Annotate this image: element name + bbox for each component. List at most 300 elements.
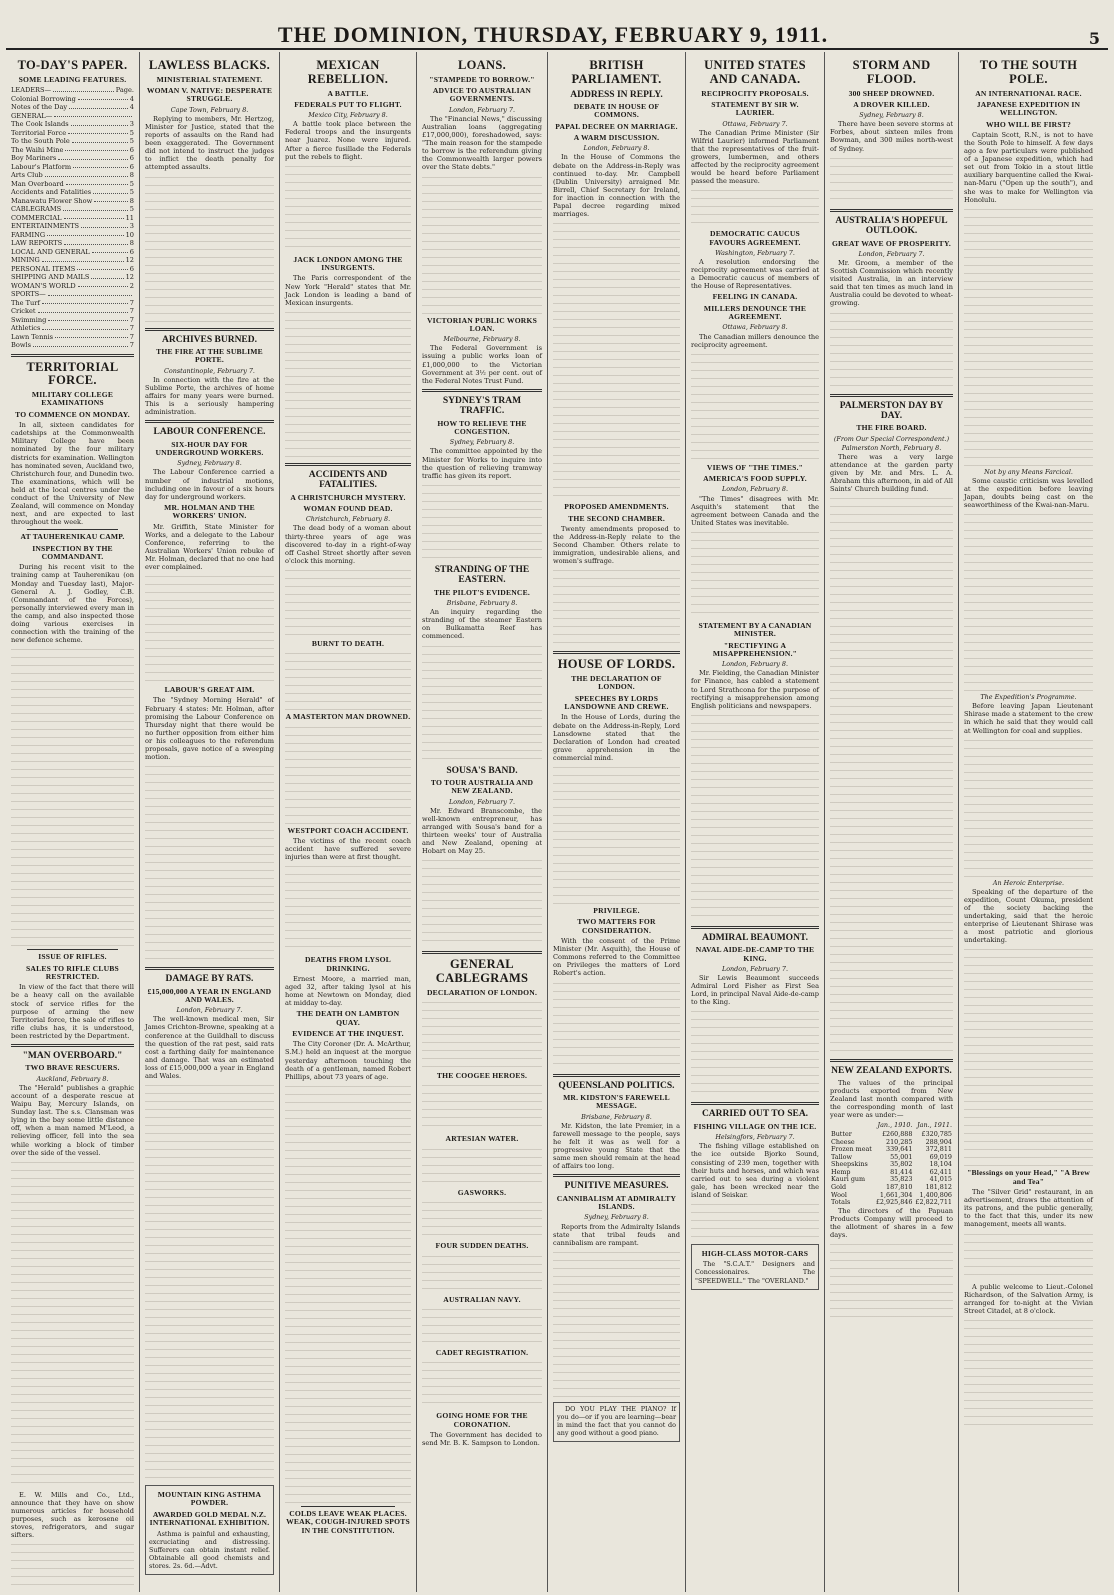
- lambton-text: The City Coroner (Dr. A. McArthur, S.M.) held an inquest at the morgue yesterday afternoon touching the death of a gentleman, named Robert Phillips, about 73 years of age.: [285, 1040, 411, 1081]
- carried-text: The fishing village established on the ice outside Bjorko Sound, consisting of 239 men, together with their huts and horses, and which was carried out to sea during a violent gale, has been wrecked near the island of Seiskar.: [691, 1142, 819, 1199]
- beaumont-sub: NAVAL AIDE-DE-CAMP TO THE KING.: [695, 945, 815, 963]
- lawless-sub2: WOMAN V. NATIVE: DESPERATE STRUGGLE.: [146, 86, 273, 104]
- export-item: Frozen meat: [831, 1145, 872, 1154]
- article-body-filler: [691, 1201, 819, 1241]
- contents-list: [11, 86, 134, 350]
- queensland-heading: QUEENSLAND POLITICS.: [558, 1080, 675, 1091]
- amendments-sub: THE SECOND CHAMBER.: [568, 513, 665, 523]
- cablegrams-heading: GENERAL CABLEGRAMS: [435, 957, 529, 986]
- territorial-text: In all, sixteen candidates for cadetships at the Commonwealth Military College have been nominated by the four military districts for examination. Wellington has nominated seven, Auckland two, Christchurch four, and Dunedin two. The examinations, which will be held at the local centres under the conduct of the University of New Zealand, will commence on Monday next, and are expected to last throughout the week.: [11, 421, 134, 527]
- contents-item: [11, 341, 134, 350]
- parliament-sub: ADDRESS IN REPLY.: [570, 89, 663, 100]
- contents-item-label: Territorial Force: [11, 128, 67, 137]
- export-value: 35,802: [890, 1160, 913, 1169]
- sousa-sub: TO TOUR AUSTRALIA AND NEW ZEALAND.: [430, 777, 534, 796]
- article-body-filler: [553, 220, 680, 500]
- contents-item-page: 6: [129, 264, 134, 273]
- pole-sub2: JAPANESE EXPEDITION IN WELLINGTON.: [976, 99, 1081, 118]
- parliament-sub2: DEBATE IN HOUSE OF COMMONS.: [573, 101, 660, 120]
- cable-sub6: AUSTRALIAN NAVY.: [443, 1294, 521, 1304]
- punitive-text: Reports from the Admiralty Islands state that tribal feuds and cannibalism are rampant.: [553, 1222, 680, 1247]
- contents-item-page: 8: [129, 171, 134, 180]
- contents-item: [11, 103, 134, 112]
- article-body-filler: [553, 1249, 680, 1399]
- welcome-text: A public welcome to Lieut.-Colonel Richardson, of the Salvation Army, is arranged for to-night at the Vivian Street Citadel, at 8 o'clock.: [964, 1282, 1093, 1315]
- overboard-sub: TWO BRAVE RESCUERS.: [25, 1063, 120, 1073]
- sousa-heading: SOUSA'S BAND.: [446, 765, 518, 776]
- exports-table: [830, 1121, 953, 1207]
- contents-item-label: Labour's Platform: [11, 162, 72, 171]
- article-body-filler: [145, 1082, 274, 1482]
- contents-item: [11, 197, 134, 206]
- contents-item-label: Colonial Borrowing: [11, 94, 76, 103]
- contents-item: [11, 120, 134, 129]
- article-body-filler: [830, 155, 953, 205]
- us-canada-sub2: STATEMENT BY SIR W. LAURIER.: [711, 99, 799, 118]
- punitive-heading: PUNITIVE MEASURES.: [564, 1181, 669, 1192]
- article-body-filler: [422, 1146, 542, 1186]
- article-body-filler: [422, 857, 542, 947]
- rats-text: The well-known medical men, Sir James Crichton-Browne, speaking at a conference at the Guildhall to discuss the question of the rat pest, said rats cost a farthing daily for maintenance and damage. That was an estimated loss of £15,000,000 a year in England and Wales.: [145, 1015, 274, 1081]
- article-body-filler: [11, 1541, 134, 1592]
- article-body-filler: [691, 529, 819, 619]
- archives-text: In connection with the fire at the Sublime Porte, the archives of home affairs for many years were burned. This is a seriously hampering administration.: [145, 375, 274, 417]
- labour-dateline: Sydney, February 8.: [177, 459, 242, 468]
- contents-item: [11, 146, 134, 155]
- contents-item: [11, 214, 134, 223]
- tram-dateline: Sydney, February 8.: [449, 438, 515, 447]
- article-body-filler: [422, 174, 542, 314]
- article-body-filler: [422, 1199, 542, 1239]
- labour-sub3: MR. HOLMAN AND THE WORKERS' UNION.: [164, 502, 255, 521]
- export-value: 210,285: [886, 1137, 913, 1146]
- programme-sub: The Expedition's Programme.: [980, 693, 1077, 702]
- pole-text: Captain Scott, R.N., is not to have the South Pole to himself. A few days ago a few particulars were published of a Japanese expedition, which had set out from Tokio in a stout little auxiliary barquentine called the Kwai-nan-Maru ("Open up the south"), and she was to make for Wellington via Honolulu.: [964, 130, 1093, 204]
- contents-item-page: 5: [129, 188, 134, 197]
- contents-item-page: 6: [129, 154, 134, 163]
- us-canada-heading: UNITED STATES AND CANADA.: [704, 58, 806, 86]
- cable-sub4: GASWORKS.: [457, 1187, 507, 1197]
- contents-item-label: LOCAL AND GENERAL: [11, 247, 90, 256]
- contents-item-label: MINING: [11, 256, 40, 265]
- export-value: £2,925,846: [875, 1198, 913, 1207]
- contents-item: [11, 180, 134, 189]
- labours-aim-text: The "Sydney Morning Herald" of February 4 states: Mr. Holman, after promising the Labour Conference on Thursday night that there would be no further opposition from either him or his colleagues to the referendum proposals, gave notice of a sweeping motion.: [145, 696, 274, 762]
- contents-item: [11, 112, 134, 121]
- caucus-heading: DEMOCRATIC CAUCUS FAVOURS AGREEMENT.: [709, 229, 801, 247]
- rifles-sub: SALES TO RIFLE CLUBS RESTRICTED.: [26, 963, 119, 981]
- territorial-heading: TERRITORIAL FORCE.: [26, 359, 119, 388]
- drowned-heading: A MASTERTON MAN DROWNED.: [285, 712, 411, 722]
- contents-item: [11, 316, 134, 325]
- contents-item: [11, 273, 134, 282]
- contents-item-page: 6: [129, 247, 134, 256]
- moses-sub: Not by any Means Farcical.: [984, 467, 1073, 476]
- motor-ad-title: HIGH-CLASS MOTOR-CARS: [701, 1248, 809, 1258]
- punitive-sub: CANNIBALISM AT ADMIRALTY ISLANDS.: [556, 1193, 677, 1212]
- queensland-text: Mr. Kidston, the late Premier, in a farewell message to the people, says he felt it was as well for a progressive young State that the same men should remain at the head of affairs too long.: [553, 1121, 680, 1171]
- lords-text: In the House of Lords, during the debate on the Address-in-Reply, Lord Lansdowne stated that the Declaration of London had created grave apprehension in the commercial mind.: [553, 713, 680, 762]
- sousa-dateline: London, February 7.: [448, 797, 516, 806]
- article-body-filler: [422, 1359, 542, 1409]
- mills-notice: E. W. Mills and Co., Ltd., announce that they have on show numerous articles for household purposes, such as kerosene oil stoves, refrigerators, and sugar sifters.: [11, 1490, 134, 1540]
- outlook-sub: GREAT WAVE OF PROSPERITY.: [831, 238, 952, 248]
- export-value: 372,811: [925, 1145, 952, 1154]
- contents-item-page: 6: [129, 162, 134, 171]
- contents-item: [11, 171, 134, 180]
- lawless-text: Replying to members, Mr. Hertzog, Minister for Justice, stated that the reports of assaults on the Rand had been exaggerated. The Government did not intend to instruct the judges to inflict the death penalty for attempted assaults.: [145, 114, 274, 172]
- export-value: 81,414: [890, 1167, 913, 1176]
- contents-item-label: SHIPPING AND MAILS: [11, 273, 90, 282]
- article-body-filler: [691, 1008, 819, 1098]
- export-value: 181,812: [925, 1183, 952, 1192]
- tram-sub: HOW TO RELIEVE THE CONGESTION.: [437, 418, 527, 436]
- contents-item-page: 11: [125, 213, 134, 222]
- labours-aim-heading: LABOUR'S GREAT AIM.: [164, 685, 255, 695]
- contents-item-label: Swimming: [11, 315, 47, 324]
- contents-item: [11, 222, 134, 231]
- times-sub: AMERICA'S FOOD SUPPLY.: [703, 474, 807, 484]
- cable-text: The Government has decided to send Mr. B. K. Sampson to London.: [422, 1430, 542, 1447]
- minister-sub: "RECTIFYING A MISAPPREHENSION.": [712, 640, 798, 658]
- storm-heading: STORM AND FLOOD.: [852, 58, 931, 86]
- contents-item-label: Bowls: [11, 341, 31, 350]
- contents-item-label: To the South Pole: [11, 137, 70, 146]
- mexican-text: A battle took place between the Federal troops and the insurgents near Juarez. None were injured. After a fierce fusillade the Federals put the rebels to flight.: [285, 120, 411, 161]
- palmerston-dateline: Palmerston North, February 8.: [841, 443, 942, 452]
- masthead: [6, 8, 1108, 50]
- sousa-text: Mr. Edward Branscombe, the well-known entrepreneur, has arranged with Sousa's band for a thirteen weeks' tour of Australia and New Zealand, opening at Hobart on May 25.: [422, 806, 542, 856]
- contents-item: [11, 282, 134, 291]
- archives-sub: THE FIRE AT THE SUBLIME PORTE.: [156, 346, 263, 365]
- contents-item-page: 5: [129, 179, 134, 188]
- rifles-heading: ISSUE OF RIFLES.: [38, 952, 107, 962]
- column-3: [280, 52, 417, 1592]
- article-body-filler: [553, 567, 680, 647]
- contents-item-page: Page.: [115, 86, 134, 95]
- export-item: Totals: [831, 1198, 851, 1207]
- parliament-sub4: A WARM DISCUSSION.: [573, 132, 660, 142]
- contents-item: [11, 256, 134, 265]
- article-body-filler: [422, 643, 542, 763]
- mexican-sub2: FEDERALS PUT TO FLIGHT.: [294, 99, 402, 109]
- lawless-sub: MINISTERIAL STATEMENT.: [156, 74, 263, 84]
- storm-sub: 300 SHEEP DROWNED.: [848, 88, 935, 98]
- privilege-text: With the consent of the Prime Minister (Mr. Asquith), the House of Commons referred to the Committee on Privileges the matters of Lord Robert's action.: [553, 937, 680, 978]
- export-value: 187,810: [886, 1183, 913, 1192]
- privilege-sub: TWO MATTERS FOR CONSIDERATION.: [577, 917, 656, 935]
- beaumont-text: Sir Lewis Beaumont succeeds Admiral Lord Fisher as First Sea Lord, in principal Naval Aide-de-camp to the King.: [691, 974, 819, 1007]
- minister-heading: STATEMENT BY A CANADIAN MINISTER.: [698, 620, 812, 639]
- export-item: Hemp: [831, 1167, 851, 1176]
- contents-item-page: 6: [129, 145, 134, 154]
- loans-sub2: ADVICE TO AUSTRALIAN GOVERNMENTS.: [432, 86, 532, 104]
- article-body-filler: [285, 163, 411, 253]
- pole-heading: TO THE SOUTH POLE.: [979, 58, 1078, 86]
- lysol-text: Ernest Moore, a married man, aged 32, after taking lysol at his home at Newtown on Monday, died at midday to-day.: [285, 974, 411, 1008]
- contents-item-label: Lawn Tennis: [11, 332, 54, 341]
- labour-sub: SIX-HOUR DAY FOR UNDERGROUND WORKERS.: [155, 439, 264, 457]
- victorian-text: The Federal Government is issuing a public works loan of £1,000,000 to the Victorian Government at 3½ per cent. out of the Federal Notes Trust Fund.: [422, 344, 542, 385]
- stranding-dateline: Brisbane, February 8.: [446, 599, 518, 608]
- contents-item-page: 4: [129, 94, 134, 103]
- cable-sub2: THE COOGEE HEROES.: [436, 1071, 528, 1081]
- cable-sub5: FOUR SUDDEN DEATHS.: [435, 1241, 529, 1251]
- contents-item-label: Athletics: [11, 324, 41, 333]
- beaumont-heading: ADMIRAL BEAUMONT.: [702, 932, 808, 943]
- rats-dateline: London, February 7.: [176, 1006, 243, 1015]
- export-item: Sheepskins: [831, 1160, 868, 1169]
- contents-item-label: The Cook Islands: [11, 120, 69, 129]
- minister-dateline: London, February 8.: [721, 660, 789, 669]
- article-body-filler: [964, 737, 1093, 877]
- column-2: [140, 52, 280, 1592]
- contents-item-page: 7: [129, 315, 134, 324]
- mexican-sub: A BATTLE.: [327, 88, 369, 98]
- contents-item: [11, 333, 134, 342]
- article-body-filler: [422, 1306, 542, 1346]
- programme-text: Before leaving Japan Lieutenant Shirase made a statement to the crew in which he said that they would call at Wellington for coal and supplies.: [964, 702, 1093, 735]
- contents-item-label: Notes of the Day: [11, 103, 68, 112]
- article-body-filler: [145, 573, 274, 683]
- export-value: 55,001: [890, 1152, 913, 1161]
- contents-item-label: Manawatu Flower Show: [11, 196, 93, 205]
- contents-item-label: GENERAL—: [11, 111, 53, 120]
- rats-sub: £15,000,000 A YEAR IN ENGLAND AND WALES.: [147, 986, 272, 1004]
- accidents-sub2: WOMAN FOUND DEAD.: [303, 504, 393, 514]
- asthma-ad-text: Asthma is painful and exhausting, excruciating and distressing. Sufferers can obtain instant relief. Obtainable all good chemists and stores. 2s. 6d.—Advt.: [149, 1529, 270, 1570]
- punitive-dateline: Sydney, February 8.: [584, 1213, 649, 1222]
- amendments-heading: PROPOSED AMENDMENTS.: [564, 502, 669, 512]
- contents-item-label: SPORTS—: [11, 290, 46, 299]
- export-item: Tallow: [831, 1152, 852, 1161]
- article-body-filler: [964, 946, 1093, 1166]
- article-body-filler: [422, 482, 542, 562]
- minister-text: Mr. Fielding, the Canadian Minister for Finance, has cabled a statement to Lord Strathcona for the purpose of rectifying a misapprehension among English politicians and newspapers.: [691, 669, 820, 710]
- article-body-filler: [964, 1317, 1093, 1427]
- article-body-filler: [830, 1241, 953, 1321]
- carried-dateline: Helsingfors, February 7.: [715, 1133, 795, 1142]
- exports-intro: The values of the principal products exported from New Zealand last month compared with the corresponding month of last year were as under:—: [830, 1078, 953, 1120]
- times-heading: VIEWS OF "THE TIMES.": [706, 462, 804, 472]
- beaumont-dateline: London, February 7.: [721, 964, 789, 973]
- victorian-dateline: Melbourne, February 8.: [443, 335, 521, 344]
- contents-item: [11, 239, 134, 248]
- contents-item: [11, 188, 134, 197]
- storm-sub2: A DROVER KILLED.: [853, 99, 930, 109]
- article-body-filler: [145, 174, 274, 324]
- archives-heading: ARCHIVES BURNED.: [161, 334, 257, 345]
- archives-dateline: Constantinople, February 7.: [164, 366, 255, 375]
- contents-item-page: 12: [125, 256, 134, 265]
- coach-heading: WESTPORT COACH ACCIDENT.: [287, 825, 409, 835]
- burnt-heading: BURNT TO DEATH.: [311, 638, 385, 648]
- contents-item-page: 3: [129, 222, 134, 231]
- caucus-text: A resolution endorsing the reciprocity agreement was carried at a Democratic caucus of members of the House of Representatives.: [691, 258, 819, 291]
- lords-sub: THE DECLARATION OF LONDON.: [571, 674, 662, 692]
- article-body-filler: [145, 763, 274, 963]
- article-body-filler: [285, 567, 411, 637]
- export-item: Wool: [831, 1190, 847, 1199]
- article-body-filler: [964, 1231, 1093, 1281]
- carried-sub: FISHING VILLAGE ON THE ICE.: [693, 1121, 817, 1131]
- palmerston-sub2: (From Our Special Correspondent.): [833, 434, 950, 443]
- article-body-filler: [830, 495, 953, 1055]
- loans-heading: LOANS.: [458, 58, 506, 72]
- lambton-heading: THE DEATH ON LAMBTON QUAY.: [296, 1009, 400, 1027]
- pole-sub: AN INTERNATIONAL RACE.: [975, 88, 1082, 98]
- territorial-sub2: TO COMMENCE ON MONDAY.: [15, 409, 130, 419]
- contents-item-page: 7: [129, 298, 134, 307]
- contents-item-label: The Waihi Mine: [11, 145, 64, 154]
- accidents-heading: ACCIDENTS AND FATALITIES.: [308, 469, 388, 491]
- camp-heading: AT TAUHERENIKAU CAMP.: [20, 532, 125, 542]
- heroic-text: Speaking of the departure of the expedition, Count Okuma, president of the society backing the undertaking, said that the heroic enterprise of Lieutenant Shirase was a most patriotic and glorious undertaking.: [964, 887, 1093, 945]
- palmerston-text: There was a very large attendance at the garden party given by Mr. and Mrs. L. A. Abraham this afternoon, in aid of All Saints' Church building fund.: [830, 452, 953, 494]
- blessings-advert: "Blessings on your Head," "A Brew and Tea": [967, 1168, 1090, 1186]
- export-value: £2,822,711: [915, 1198, 952, 1207]
- contents-item-page: 8: [129, 239, 134, 248]
- contents-item-label: LEADERS—: [11, 86, 52, 95]
- parliament-sub3: PAPAL DECREE ON MARRIAGE.: [555, 121, 678, 131]
- asthma-ad-title: MOUNTAIN KING ASTHMA POWDER.: [157, 1490, 262, 1508]
- article-body-filler: [422, 999, 542, 1069]
- column-8: [959, 52, 1098, 1592]
- storm-text: There have been severe storms at Forbes, about sixteen miles from Bowman, and 300 miles north-west of Sydney.: [830, 120, 953, 153]
- feeling-text: The Canadian millers denounce the reciprocity agreement.: [691, 332, 819, 349]
- caucus-dateline: Washington, February 7.: [715, 248, 795, 257]
- column-4: [417, 52, 548, 1592]
- storm-dateline: Sydney, February 8.: [859, 111, 924, 120]
- piano-advert: [553, 1402, 680, 1442]
- contents-item-page: 10: [125, 230, 134, 239]
- contents-item-page: 2: [129, 281, 134, 290]
- carried-heading: CARRIED OUT TO SEA.: [701, 1109, 809, 1120]
- stranding-sub: THE PILOT'S EVIDENCE.: [434, 587, 530, 597]
- tram-heading: SYDNEY'S TRAM TRAFFIC.: [442, 395, 522, 417]
- page-number: 5: [1088, 29, 1100, 48]
- article-body-filler: [830, 310, 953, 390]
- export-value: 339,641: [886, 1145, 913, 1154]
- contents-item-label: Accidents and Fatalities: [11, 188, 92, 197]
- export-value: 35,823: [890, 1175, 913, 1184]
- silver-grid-text: The "Silver Grid" restaurant, in an advertisement, draws the attention of its patrons, and the public generally, to the fact that this, under its new management, meets all wants.: [964, 1188, 1093, 1229]
- contents-item: [11, 95, 134, 104]
- labour-text2: Mr. Griffith, State Minister for Works, and a delegate to the Labour Conference, referring to the Australian Workers' Union rebuke of Mr. Holman, declared that no one had ever complained.: [145, 522, 274, 571]
- asthma-advert: [145, 1485, 274, 1575]
- article-body-filler: [11, 1159, 134, 1489]
- overboard-text: The "Herald" publishes a graphic account of a desperate rescue at Waipu Bay, Mercury Islands, on Sunday last. The s.s. Clansman was lying in the bay some little distance off, when a man named M'Leod, a relieving officer, fell into the sea while working a block of timber over the side of the vessel.: [11, 1083, 134, 1157]
- feeling-sub: MILLERS DENOUNCE THE AGREEMENT.: [703, 303, 807, 322]
- contents-item-page: 5: [129, 137, 134, 146]
- mexican-dateline: Mexico City, February 8.: [308, 111, 388, 120]
- loans-text: The "Financial News," discussing Australian loans (aggregating £17,000,000), foreshadowed, says: "The main reason for the stampede to borrow is the referendum giving the Commonwealth larger powers over the State debts.": [422, 114, 542, 172]
- queensland-sub: MR. KIDSTON'S FAREWELL MESSAGE.: [563, 1092, 670, 1111]
- contents-item-label: LAW REPORTS: [11, 239, 63, 248]
- contents-item: [11, 129, 134, 138]
- contents-item-page: 12: [125, 273, 134, 282]
- contents-item-label: The Turf: [11, 298, 40, 307]
- contents-item: [11, 231, 134, 240]
- column-7: [825, 52, 959, 1592]
- article-body-filler: [691, 187, 819, 227]
- cable-sub: DECLARATION OF LONDON.: [426, 987, 538, 997]
- todays-paper-heading: TO-DAY'S PAPER.: [17, 58, 128, 72]
- article-body-filler: [285, 1083, 411, 1503]
- labour-heading: LABOUR CONFERENCE.: [153, 427, 266, 438]
- jack-london-heading: JACK LONDON AMONG THE INSURGENTS.: [293, 254, 403, 273]
- contents-item-label: FARMING: [11, 230, 46, 239]
- jack-london-text: The Paris correspondent of the New York "Herald" states that Mr. Jack London is leading a band of Mexican insurgents.: [285, 274, 411, 307]
- piano-ad-text: DO YOU PLAY THE PIANO? If you do—or if you are learning—bear in mind the fact that you cannot do any good without a good piano.: [557, 1404, 676, 1438]
- queensland-dateline: Brisbane, February 8.: [581, 1112, 652, 1121]
- times-text: "The Times" disagrees with Mr. Asquith's statement that the agreement between Canada and the United States was inevitable.: [691, 494, 819, 527]
- article-body-filler: [964, 206, 1093, 466]
- contents-item: [11, 137, 134, 146]
- territorial-sub: MILITARY COLLEGE EXAMINATIONS: [31, 390, 114, 408]
- contents-item-page: 7: [129, 324, 134, 333]
- times-dateline: London, February 8.: [721, 485, 789, 494]
- contents-item-page: 4: [129, 103, 134, 112]
- victorian-heading: VICTORIAN PUBLIC WORKS LOAN.: [426, 315, 538, 333]
- contents-item-page: 7: [129, 332, 134, 341]
- heroic-sub: An Heroic Enterprise.: [992, 878, 1065, 887]
- export-item: Gold: [831, 1183, 847, 1192]
- export-item: Cheese: [831, 1137, 855, 1146]
- table-row: [830, 1199, 953, 1207]
- exports-col-b: Jan., 1911.: [917, 1121, 952, 1130]
- accidents-text: The dead body of a woman about thirty-three years of age was discovered to-day in a right-of-way off Cashel Street shortly after seven o'clock this morning.: [285, 524, 411, 565]
- lawless-heading: LAWLESS BLACKS.: [148, 58, 271, 72]
- export-value: 18,104: [929, 1160, 952, 1169]
- lambton-sub: EVIDENCE AT THE INQUEST.: [292, 1029, 404, 1038]
- stranding-heading: STRANDING OF THE EASTERN.: [434, 564, 530, 586]
- outlook-text: Mr. Groom, a member of the Scottish Commission which recently visited Australia, in an interview said that ten times as much land in Australia could be devoted to wheat-growing.: [830, 258, 953, 308]
- outlook-dateline: London, February 7.: [858, 249, 925, 258]
- contents-item-label: COMMERCIAL: [11, 213, 62, 222]
- article-body-filler: [11, 646, 134, 946]
- tram-text: The committee appointed by the Minister for Works to inquire into the question of relieving tramway traffic has given its report.: [422, 447, 542, 480]
- export-value: 288,904: [925, 1137, 952, 1146]
- rats-heading: DAMAGE BY RATS.: [165, 974, 254, 985]
- contents-item: [11, 265, 134, 274]
- us-canada-sub: RECIPROCITY PROPOSALS.: [701, 88, 809, 98]
- contents-item-page: 3: [129, 120, 134, 129]
- article-body-filler: [691, 351, 819, 461]
- privilege-heading: PRIVILEGE.: [593, 906, 640, 915]
- contents-item-page: 7: [129, 307, 134, 316]
- cable-sub8: GOING HOME FOR THE CORONATION.: [436, 1411, 528, 1429]
- mexican-heading: MEXICAN REBELLION.: [307, 58, 389, 86]
- article-body-filler: [553, 764, 680, 904]
- us-canada-text: The Canadian Prime Minister (Sir Wilfrid Laurier) informed Parliament that the representatives of the fruit-growers, lumbermen, and others affected by the reciprocity agreement would be heard before Parliament passed the measure.: [691, 128, 819, 186]
- columns: [6, 52, 1108, 1592]
- contents-item: [11, 307, 134, 316]
- article-body-filler: [422, 1082, 542, 1132]
- contents-item: [11, 154, 134, 163]
- palmerston-heading: PALMERSTON DAY BY DAY.: [839, 400, 944, 421]
- contents-item-page: 5: [129, 205, 134, 214]
- article-body-filler: [285, 863, 411, 953]
- loans-sub: "STAMPEDE TO BORROW.": [429, 74, 535, 84]
- export-value: £320,785: [921, 1129, 952, 1138]
- moses-text: Some caustic criticism was levelled at the expedition before leaving Japan, doubts being cast on the seaworthiness of the Kwai-nan-Maru.: [964, 476, 1093, 510]
- article-body-filler: [285, 309, 411, 459]
- feeling-heading: FEELING IN CANADA.: [712, 292, 798, 302]
- contents-item-page: 5: [129, 128, 134, 137]
- us-canada-dateline: Ottawa, February 7.: [722, 119, 788, 128]
- export-value: 41,015: [929, 1175, 952, 1184]
